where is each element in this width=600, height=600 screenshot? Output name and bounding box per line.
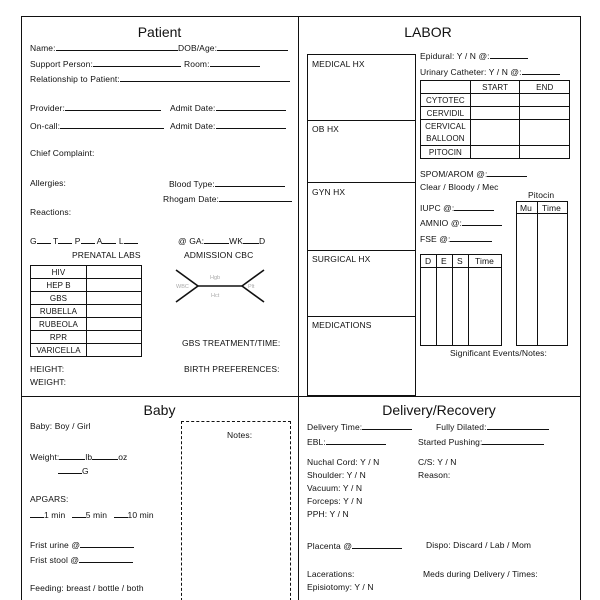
med-name: PITOCIN: [421, 146, 471, 159]
ga-field[interactable]: @ GA: WK D: [178, 236, 266, 246]
support-person-field[interactable]: Support Person:: [30, 58, 181, 69]
delivery-title: Delivery/Recovery: [382, 402, 496, 418]
allergies-label: Allergies:: [30, 178, 66, 188]
table-row: [31, 292, 142, 305]
first-stool-field[interactable]: Frist stool @: [30, 554, 133, 565]
surgical-hx-label: SURGICAL HX: [312, 254, 371, 264]
baby-weight-grams-field[interactable]: G: [58, 465, 89, 476]
lab-result-cell[interactable]: [87, 279, 142, 292]
pph-options[interactable]: PPH: Y / N: [307, 509, 349, 519]
divider: [516, 213, 568, 214]
baby-weight-field[interactable]: Weight: lb oz: [30, 452, 128, 462]
admit-date-field-2[interactable]: Admit Date:: [170, 120, 286, 131]
s-header: S: [457, 256, 463, 266]
episiotomy-options[interactable]: Episiotomy: Y / N: [307, 582, 374, 592]
med-name: CYTOTEC: [421, 94, 471, 107]
outer-top-border: [21, 16, 581, 17]
lab-result-cell[interactable]: [87, 331, 142, 344]
table-row: [421, 94, 570, 107]
med-start-cell[interactable]: [470, 107, 520, 120]
table-row: [421, 146, 570, 159]
table-row: [31, 344, 142, 357]
started-pushing-field[interactable]: Started Pushing:: [418, 436, 544, 447]
baby-sex-options[interactable]: Baby: Boy / Girl: [30, 421, 91, 431]
lab-name: RUBEOLA: [31, 318, 87, 331]
dispo-options[interactable]: Dispo: Discard / Lab / Mom: [426, 540, 532, 550]
lab-result-cell[interactable]: [87, 266, 142, 279]
baby-title: Baby: [143, 402, 176, 418]
forceps-options[interactable]: Forceps: Y / N: [307, 496, 363, 506]
blood-type-field[interactable]: Blood Type:: [169, 178, 285, 189]
medications-label: MEDICATIONS: [312, 320, 372, 330]
weight-label: WEIGHT:: [30, 377, 67, 387]
dob-field[interactable]: DOB/Age:: [178, 42, 288, 53]
lab-result-cell[interactable]: [87, 344, 142, 357]
delivery-time-field[interactable]: Delivery Time:: [307, 421, 412, 432]
fully-dilated-field[interactable]: Fully Dilated:: [436, 421, 549, 432]
on-call-field[interactable]: On-call:: [30, 120, 164, 131]
outer-left-border: [21, 16, 22, 600]
medical-hx-label: MEDICAL HX: [312, 59, 365, 69]
med-end-cell[interactable]: [520, 107, 570, 120]
end-header: END: [520, 81, 570, 94]
med-name: CERVICAL BALLOON: [421, 120, 471, 146]
apgars-label: APGARS:: [30, 494, 69, 504]
med-end-cell[interactable]: [520, 120, 570, 146]
pitocin-table: [516, 201, 568, 346]
lab-result-cell[interactable]: [87, 318, 142, 331]
mu-header: Mu: [520, 203, 533, 213]
lab-name: RPR: [31, 331, 87, 344]
vacuum-options[interactable]: Vacuum: Y / N: [307, 483, 363, 493]
first-urine-field[interactable]: Frist urine @: [30, 539, 134, 550]
height-label: HEIGHT:: [30, 364, 65, 374]
rhogam-field[interactable]: Rhogam Date:: [163, 193, 292, 204]
table-row: [31, 266, 142, 279]
admission-cbc-label: ADMISSION CBC: [184, 250, 254, 260]
table-row: [31, 318, 142, 331]
cbc-hgb-label: Hgb: [210, 275, 221, 281]
med-start-cell[interactable]: [470, 94, 520, 107]
desc-time-header: Time: [475, 256, 494, 266]
admit-date-field[interactable]: Admit Date:: [170, 102, 286, 113]
table-row: [421, 81, 570, 94]
apgars-field[interactable]: 1 min 5 min 10 min: [30, 509, 154, 520]
placenta-field[interactable]: Placenta @: [307, 540, 402, 551]
center-divider: [298, 16, 299, 600]
notes-label: Notes:: [227, 430, 253, 440]
significant-events-label: Significant Events/Notes:: [450, 348, 547, 358]
provider-field[interactable]: Provider:: [30, 102, 161, 113]
fse-field[interactable]: FSE @:: [420, 233, 492, 244]
lacerations-label: Lacerations:: [307, 569, 355, 579]
birth-preferences-label: BIRTH PREFERENCES:: [184, 364, 280, 374]
chief-complaint-label: Chief Complaint:: [30, 148, 95, 158]
lab-name: RUBELLA: [31, 305, 87, 318]
reason-label: Reason:: [418, 470, 451, 480]
divider: [307, 120, 416, 121]
med-end-cell[interactable]: [520, 146, 570, 159]
table-row: [31, 279, 142, 292]
divider: [307, 250, 416, 251]
med-name: CERVIDIL: [421, 107, 471, 120]
divider: [468, 254, 469, 346]
notes-box[interactable]: [181, 421, 291, 600]
cbc-wbc-label: WBC: [176, 284, 189, 290]
lab-name: HEP B: [31, 279, 87, 292]
divider: [420, 267, 502, 268]
lab-name: VARICELLA: [31, 344, 87, 357]
med-end-cell[interactable]: [520, 94, 570, 107]
gbs-treatment-label: GBS TREATMENT/TIME:: [182, 338, 281, 348]
labor-title: LABOR: [404, 24, 452, 40]
ebl-field[interactable]: EBL:: [307, 436, 386, 447]
srom-field[interactable]: SPOM/AROM @:: [420, 168, 527, 179]
cbc-fishbone-diagram: [170, 266, 270, 306]
prenatal-labs-table: [30, 265, 142, 357]
gtpal-field[interactable]: G T P A L: [30, 235, 138, 246]
table-row: [31, 305, 142, 318]
relationship-field[interactable]: Relationship to Patient:: [30, 73, 290, 84]
outer-right-border: [580, 16, 581, 600]
lab-name: HIV: [31, 266, 87, 279]
iupc-field[interactable]: IUPC @:: [420, 202, 494, 213]
fluid-options[interactable]: Clear / Bloody / Mec: [420, 182, 499, 192]
table-row: [421, 107, 570, 120]
prenatal-labs-label: PRENATAL LABS: [72, 250, 141, 260]
med-start-cell[interactable]: [470, 120, 520, 146]
divider: [452, 254, 453, 346]
cbc-plt-label: Plt: [248, 284, 255, 290]
feeding-options[interactable]: Feeding: breast / bottle / both: [30, 583, 144, 593]
room-field[interactable]: Room:: [184, 58, 260, 69]
lab-result-cell[interactable]: [87, 305, 142, 318]
divider: [537, 201, 538, 346]
divider: [307, 182, 416, 183]
lab-result-cell[interactable]: [87, 292, 142, 305]
gyn-hx-label: GYN HX: [312, 187, 346, 197]
epidural-field[interactable]: Epidural: Y / N @:: [420, 50, 528, 61]
amnio-field[interactable]: AMNIO @:: [420, 217, 502, 228]
pitocin-label: Pitocin: [528, 190, 555, 200]
meds-during-delivery-label: Meds during Delivery / Times:: [423, 569, 538, 579]
shoulder-options[interactable]: Shoulder: Y / N: [307, 470, 366, 480]
med-start-cell[interactable]: [470, 146, 520, 159]
divider: [307, 316, 416, 317]
table-row: [421, 120, 570, 146]
lab-name: GBS: [31, 292, 87, 305]
nuchal-cord-options[interactable]: Nuchal Cord: Y / N: [307, 457, 380, 467]
pitocin-time-header: Time: [542, 203, 561, 213]
e-header: E: [441, 256, 447, 266]
name-field[interactable]: Name:: [30, 42, 178, 53]
divider: [436, 254, 437, 346]
history-box-stack: [307, 54, 416, 396]
middle-divider: [21, 396, 581, 397]
patient-title: Patient: [137, 24, 182, 40]
table-row: [31, 331, 142, 344]
ob-hx-label: OB HX: [312, 124, 339, 134]
cbc-hct-label: Hct: [211, 293, 220, 299]
cs-options[interactable]: C/S: Y / N: [418, 457, 457, 467]
d-header: D: [425, 256, 432, 266]
reactions-label: Reactions:: [30, 207, 72, 217]
catheter-field[interactable]: Urinary Catheter: Y / N @:: [420, 66, 560, 77]
induction-meds-table: [420, 80, 570, 159]
start-header: START: [470, 81, 520, 94]
